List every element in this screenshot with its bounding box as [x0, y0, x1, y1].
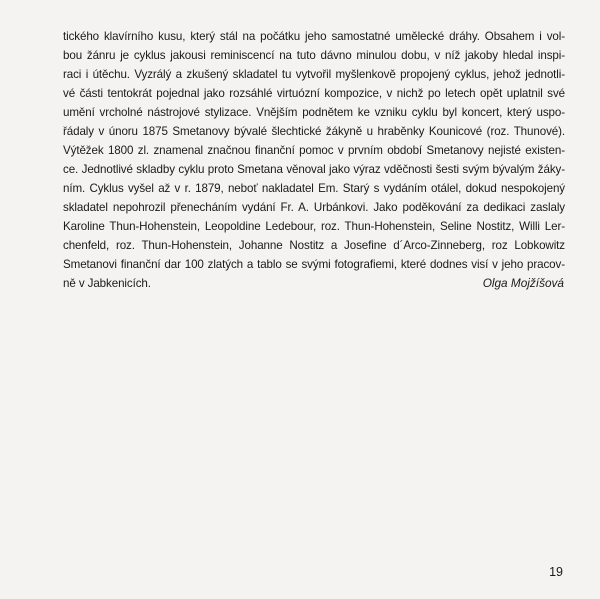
paragraph-line: tického klavírního kusu, který stál na počátku jeho samostatné umělecké dráhy. Obsahem i vol-	[63, 30, 565, 43]
paragraph-line: raci i útěchu. Vyzrálý a zkušený skladatel tu vytvořil myšlenkově propojený cyklus, jehož jednotli-	[63, 68, 565, 81]
paragraph-line: bou žánru je cyklus jakousi reminiscencí na tuto dávno minulou dobu, v níž jakoby hledal inspi-	[63, 49, 565, 62]
paragraph-line: Výtěžek 1800 zl. znamenal značnou finanční pomoc v prvním období Smetanovy nejisté existen-	[63, 144, 565, 157]
paragraph-line: řádaly v únoru 1875 Smetanovy bývalé šlechtické žákyně u hraběnky Kounicové (roz. Thunové).	[63, 125, 565, 138]
paragraph-line: Smetanovi finanční dar 100 zlatých a tablo se svými fotografiemi, které dodnes visí v jeho pracov-	[63, 258, 565, 271]
paragraph-line: ně v Jabkenicích.	[63, 277, 151, 290]
author-signature: Olga Mojžíšová	[482, 276, 564, 290]
paragraph-line: ním. Cyklus vyšel až v r. 1879, neboť nakladatel Em. Starý s vydáním otálel, dokud nespokojený	[63, 182, 565, 195]
paragraph-line: skladatel nepohrozil přenecháním vydání Fr. A. Urbánkovi. Jako poděkování za dedikaci zaslaly	[63, 201, 565, 214]
paragraph-line: ce. Jednotlivé skladby cyklu proto Smetana věnoval jako výraz vděčnosti šesti svým bývalým žáky-	[63, 163, 565, 176]
paragraph-line: Karoline Thun-Hohenstein, Leopoldine Ledebour, roz. Thun-Hohenstein, Seline Nostitz, Willi Ler-	[63, 220, 565, 233]
page-number: 19	[549, 565, 563, 579]
paragraph-line: vé části tentokrát pojednal jako rozsáhlé virtuózní kompozice, v nichž po letech opět uplatnil své	[63, 87, 565, 100]
paragraph-line: umění vrcholné nástrojové stylizace. Vnějším podnětem ke vzniku cyklu byl koncert, který uspo-	[63, 106, 565, 119]
paragraph-line: chenfeld, roz. Thun-Hohenstein, Johanne Nostitz a Josefine d´Arco-Zinneberg, roz Lobkowitz	[63, 239, 565, 252]
